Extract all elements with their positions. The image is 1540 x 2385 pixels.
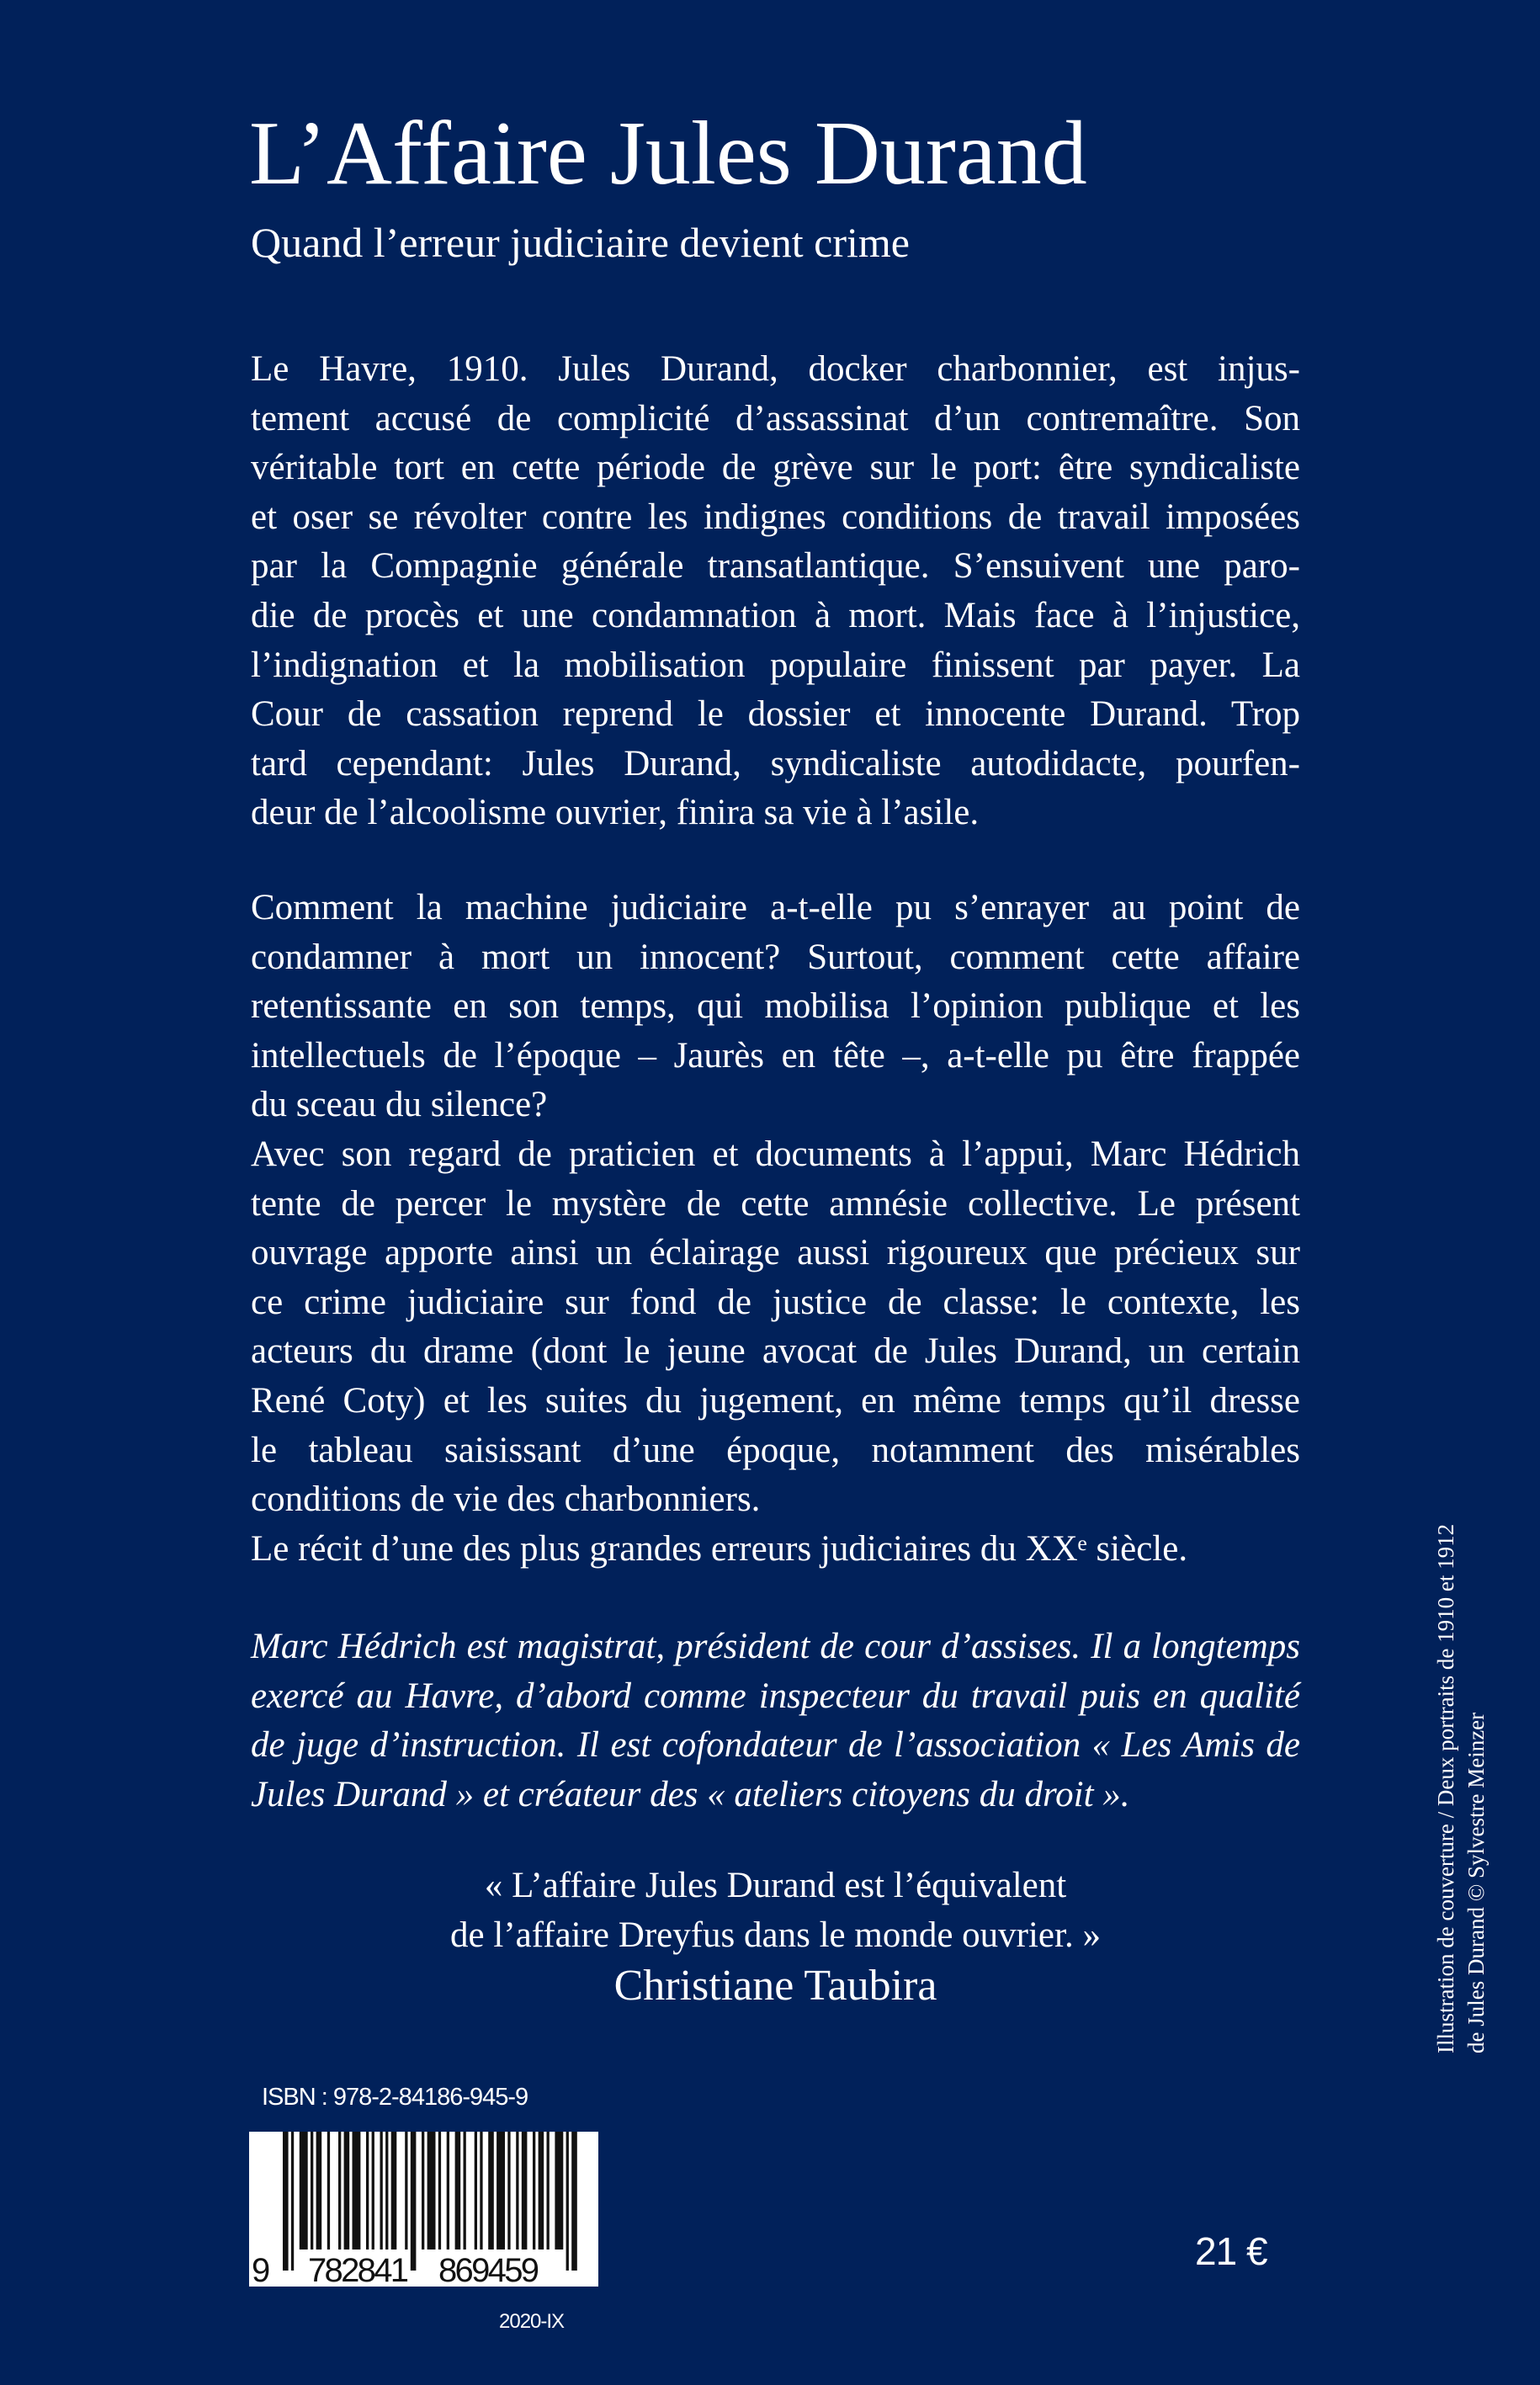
- barcode-bars: [249, 2132, 598, 2287]
- barcode-bar: [516, 2132, 518, 2250]
- text-line: le tableau saisissant d’une époque, notamment des misérables: [251, 1430, 1300, 1470]
- text-line: tement accusé de complicité d’assassinat d’un contremaître. Son: [251, 398, 1300, 438]
- barcode-bar: [366, 2132, 369, 2250]
- text-line: intellectuels de l’époque – Jaurès en tête –, a-t-elle pu être frappée: [251, 1035, 1300, 1076]
- isbn: ISBN : 978-2-84186-945-9: [262, 2084, 528, 2111]
- text-line: l’indignation et la mobilisation populaire finissent par payer. La: [251, 645, 1300, 685]
- barcode-bar: [411, 2132, 417, 2271]
- quote-line: « L’affaire Jules Durand est l’équivalent: [484, 1866, 1067, 1905]
- text-line: Avec son regard de praticien et documents à l’appui, Marc Hédrich: [251, 1134, 1300, 1174]
- text-line: deur de l’alcoolisme ouvrier, finira sa vie à l’asile.: [251, 793, 980, 833]
- summary-paragraph-2: [251, 884, 1300, 1574]
- quote-author: Christiane Taubira: [613, 1962, 937, 2011]
- text-line: retentissante en son temps, qui mobilisa l’opinion publique et les: [251, 986, 1300, 1027]
- barcode-bar: [566, 2132, 569, 2271]
- barcode-bar: [539, 2132, 544, 2250]
- text-line: tente de percer le mystère de cette amnésie collective. Le présent: [251, 1183, 1300, 1224]
- barcode-bar: [422, 2132, 424, 2250]
- edition-code: 2020-IX: [499, 2310, 565, 2333]
- barcode-bar: [385, 2132, 388, 2250]
- text-line: ouvrage apporte ainsi un éclairage aussi rigoureux que précieux sur: [251, 1233, 1300, 1273]
- text-line: Le récit d’une des plus grandes erreurs judiciaires du XXᵉ siècle.: [251, 1528, 1188, 1569]
- barcode-bar: [311, 2132, 313, 2250]
- barcode-bar: [571, 2132, 577, 2271]
- barcode-digits: 782841: [308, 2252, 409, 2287]
- barcode-bar: [391, 2132, 397, 2250]
- text-line: par la Compagnie générale transatlantique. S’ensuivent une paro-: [251, 546, 1300, 587]
- text-line: acteurs du drame (dont le jeune avocat de Jules Durand, un certain: [251, 1331, 1300, 1372]
- book-title: L’Affaire Jules Durand: [249, 104, 1087, 204]
- barcode-bar: [497, 2132, 505, 2250]
- text-line: Cour de cassation reprend le dossier et innocente Durand. Trop: [251, 694, 1300, 735]
- barcode-bar: [480, 2132, 482, 2250]
- text-line: Comment la machine judiciaire a-t-elle pu s’enrayer au point de: [251, 888, 1300, 927]
- barcode: [249, 2132, 598, 2287]
- barcode-bar: [338, 2132, 341, 2250]
- barcode-bar: [353, 2132, 361, 2250]
- text-line: de juge d’instruction. Il est cofondateur de l’association « Les Amis de: [251, 1725, 1300, 1766]
- credit-line: Illustration de couverture / Deux portraits de 1910 et 1912: [1433, 1523, 1458, 2053]
- cover-credit: [1431, 1523, 1491, 2053]
- text-line: Le Havre, 1910. Jules Durand, docker charbonnier, est injus-: [251, 349, 1300, 389]
- text-line: tard cependant: Jules Durand, syndicaliste autodidacte, pourfen-: [251, 743, 1300, 783]
- text-line: ce crime judiciaire sur fond de justice de classe: le contexte, les: [251, 1282, 1300, 1322]
- barcode-bar: [533, 2132, 535, 2250]
- quote-line: de l’affaire Dreyfus dans le monde ouvrier. »: [450, 1915, 1101, 1955]
- barcode-bar: [522, 2132, 528, 2250]
- text-line: conditions de vie des charbonniers.: [251, 1479, 761, 1520]
- barcode-bar: [488, 2132, 494, 2250]
- text-line: exercé au Havre, d’abord comme inspecteur du travail puis en qualité: [251, 1676, 1300, 1716]
- text-line: et oser se révolter contre les indignes conditions de travail imposées: [251, 497, 1300, 537]
- barcode-bar: [438, 2132, 441, 2250]
- text-line: condamner à mort un innocent? Surtout, comment cette affaire: [251, 937, 1300, 977]
- text-line: die de procès et une condamnation à mort. Mais face à l’injustice,: [251, 595, 1300, 635]
- author-bio: [251, 1623, 1300, 1819]
- text-line: du sceau du silence?: [251, 1085, 548, 1125]
- barcode-bar: [507, 2132, 510, 2250]
- text-line: Marc Hédrich est magistrat, président de cour d’assises. Il a longtemps: [251, 1627, 1300, 1666]
- barcode-bar: [447, 2132, 449, 2250]
- text-line: véritable tort en cette période de grève sur le port: être syndicaliste: [251, 448, 1300, 488]
- barcode-bar: [316, 2132, 322, 2250]
- barcode-bar: [405, 2132, 407, 2250]
- barcode-bar: [475, 2132, 477, 2250]
- barcode-bar: [344, 2132, 350, 2250]
- price: 21 €: [1195, 2229, 1267, 2273]
- credit-line: de Jules Durand © Sylvestre Meinzer: [1463, 1712, 1489, 2053]
- text-line: Jules Durand » et créateur des « ateliers citoyens du droit ».: [251, 1774, 1130, 1814]
- barcode-bar: [427, 2132, 436, 2250]
- barcode-bar: [380, 2132, 383, 2250]
- quote: [251, 1862, 1300, 2012]
- text-line: René Coty) et les suites du jugement, en même temps qu’il dresse: [251, 1380, 1300, 1421]
- barcode-bar: [291, 2132, 294, 2271]
- barcode-bar: [283, 2132, 289, 2271]
- barcode-bar: [300, 2132, 308, 2250]
- barcode-digits: 9: [252, 2252, 271, 2287]
- barcode-bar: [555, 2132, 563, 2250]
- barcode-digits: 869459: [438, 2252, 539, 2287]
- summary-paragraph-1: [251, 345, 1300, 838]
- barcode-bar: [547, 2132, 550, 2250]
- barcode-bar: [372, 2132, 374, 2250]
- barcode-bar: [455, 2132, 461, 2250]
- barcode-bar: [464, 2132, 466, 2250]
- barcode-bar: [327, 2132, 330, 2250]
- book-subtitle: Quand l’erreur judiciaire devient crime: [251, 219, 910, 266]
